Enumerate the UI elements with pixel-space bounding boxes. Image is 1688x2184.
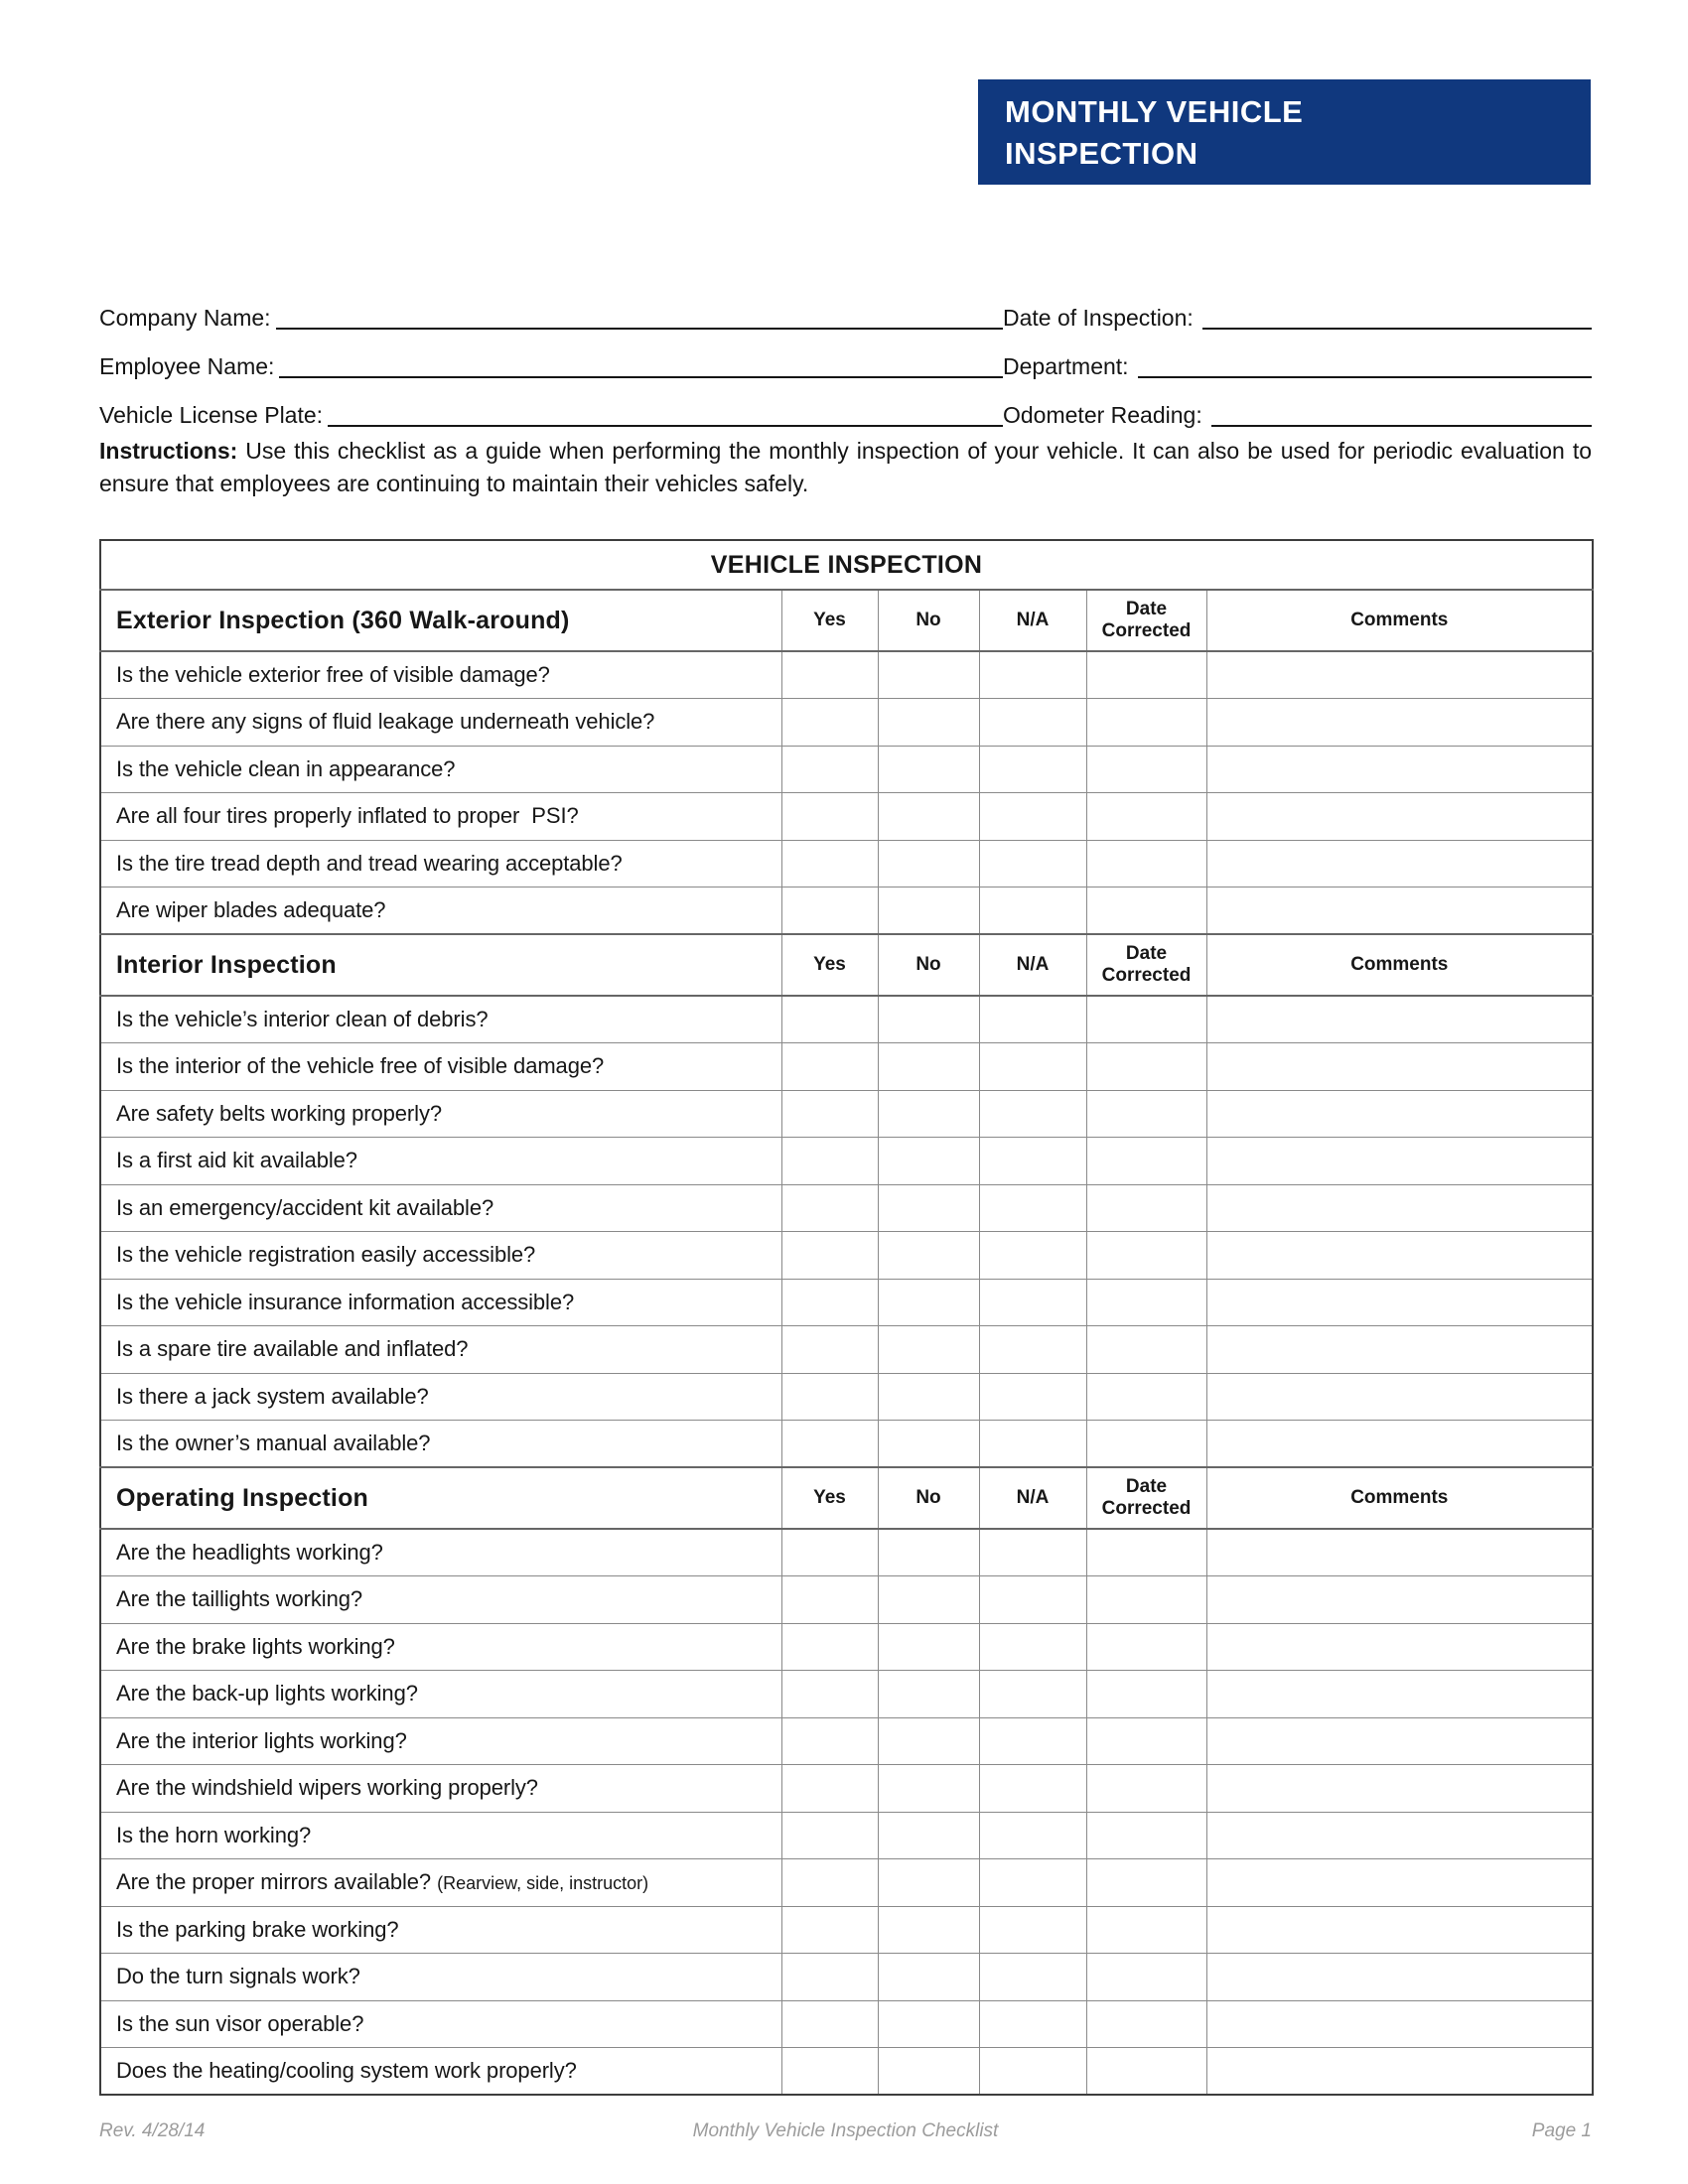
footer-page-number: Page 1 <box>1531 2120 1592 2141</box>
question-text <box>100 1859 781 1907</box>
no-cell[interactable] <box>878 1421 979 1468</box>
date-corrected-cell[interactable] <box>1086 1812 1206 1859</box>
employee-name-input-line[interactable] <box>279 370 1003 378</box>
no-cell[interactable] <box>878 1373 979 1421</box>
question-text: Is a first aid kit available? <box>100 1138 781 1185</box>
odometer-reading-label: Odometer Reading: <box>1003 401 1202 428</box>
vehicle-license-plate-field <box>99 378 1003 427</box>
no-cell[interactable] <box>878 1279 979 1326</box>
na-cell[interactable] <box>979 699 1086 747</box>
form-row <box>99 330 1592 378</box>
na-cell[interactable] <box>979 1671 1086 1718</box>
no-cell[interactable] <box>878 887 979 935</box>
comments-cell[interactable] <box>1206 996 1593 1043</box>
no-cell[interactable] <box>878 1576 979 1624</box>
date-of-inspection-input-line[interactable] <box>1202 322 1592 330</box>
na-cell[interactable] <box>979 1232 1086 1280</box>
company-name-field <box>99 281 1003 330</box>
na-cell[interactable] <box>979 1138 1086 1185</box>
yes-cell[interactable] <box>781 793 878 841</box>
no-cell[interactable] <box>878 1529 979 1576</box>
na-cell[interactable] <box>979 1954 1086 2001</box>
company-name-label: Company Name: <box>99 304 271 331</box>
date-corrected-cell[interactable] <box>1086 1859 1206 1907</box>
comments-cell[interactable] <box>1206 1138 1593 1185</box>
comments-cell[interactable] <box>1206 1623 1593 1671</box>
date-corrected-cell[interactable] <box>1086 1576 1206 1624</box>
no-cell[interactable] <box>878 1184 979 1232</box>
na-cell[interactable] <box>979 1279 1086 1326</box>
question-note: (Rearview, side, instructor) <box>437 1873 649 1894</box>
na-cell[interactable] <box>979 1812 1086 1859</box>
question-text: Does the heating/cooling system work properly? <box>100 2048 781 2096</box>
no-cell[interactable] <box>878 1906 979 1954</box>
yes-cell[interactable] <box>781 1184 878 1232</box>
question-row <box>100 1043 1593 1091</box>
question-row <box>100 699 1593 747</box>
date-corrected-cell[interactable] <box>1086 1232 1206 1280</box>
odometer-reading-input-line[interactable] <box>1211 419 1592 427</box>
question-text: Is the owner’s manual available? <box>100 1421 781 1468</box>
yes-cell[interactable] <box>781 1043 878 1091</box>
na-cell[interactable] <box>979 1373 1086 1421</box>
comments-cell[interactable] <box>1206 1859 1593 1907</box>
na-cell[interactable] <box>979 840 1086 887</box>
question-text: Is the interior of the vehicle free of visible damage? <box>100 1043 781 1091</box>
comments-cell[interactable] <box>1206 699 1593 747</box>
date-corrected-cell[interactable] <box>1086 1717 1206 1765</box>
yes-cell[interactable] <box>781 651 878 699</box>
column-header-comments: Comments <box>1206 934 1593 996</box>
no-cell[interactable] <box>878 1623 979 1671</box>
no-cell[interactable] <box>878 1232 979 1280</box>
question-row <box>100 746 1593 793</box>
banner-title-line-1: MONTHLY VEHICLE <box>1005 94 1304 129</box>
question-text: Is the sun visor operable? <box>100 2000 781 2048</box>
comments-cell[interactable] <box>1206 1671 1593 1718</box>
section-header-row <box>100 1467 1593 1529</box>
instructions-paragraph <box>99 435 1592 500</box>
question-main-text: Are the proper mirrors available? <box>116 1869 432 1895</box>
no-cell[interactable] <box>878 1954 979 2001</box>
employee-name-label: Employee Name: <box>99 352 275 379</box>
na-cell[interactable] <box>979 887 1086 935</box>
na-cell[interactable] <box>979 746 1086 793</box>
column-header-yes: Yes <box>781 934 878 996</box>
no-cell[interactable] <box>878 746 979 793</box>
question-row <box>100 1906 1593 1954</box>
question-row <box>100 793 1593 841</box>
department-label: Department: <box>1003 352 1129 379</box>
date-corrected-cell[interactable] <box>1086 699 1206 747</box>
date-corrected-cell[interactable] <box>1086 1090 1206 1138</box>
question-row <box>100 651 1593 699</box>
comments-cell[interactable] <box>1206 1421 1593 1468</box>
na-cell[interactable] <box>979 2000 1086 2048</box>
question-row <box>100 1765 1593 1813</box>
question-text: Is the vehicle’s interior clean of debris? <box>100 996 781 1043</box>
question-row <box>100 2000 1593 2048</box>
column-header-date-corrected: Date Corrected <box>1086 934 1206 996</box>
question-text: Are all four tires properly inflated to proper PSI? <box>100 793 781 841</box>
question-row <box>100 1812 1593 1859</box>
comments-cell[interactable] <box>1206 1812 1593 1859</box>
yes-cell[interactable] <box>781 1576 878 1624</box>
column-header-comments: Comments <box>1206 1467 1593 1529</box>
na-cell[interactable] <box>979 1623 1086 1671</box>
no-cell[interactable] <box>878 1812 979 1859</box>
question-text: Is the parking brake working? <box>100 1906 781 1954</box>
question-row <box>100 1373 1593 1421</box>
yes-cell[interactable] <box>781 1812 878 1859</box>
na-cell[interactable] <box>979 1421 1086 1468</box>
na-cell[interactable] <box>979 1717 1086 1765</box>
date-corrected-cell[interactable] <box>1086 996 1206 1043</box>
yes-cell[interactable] <box>781 699 878 747</box>
na-cell[interactable] <box>979 1529 1086 1576</box>
table-title-row <box>100 540 1593 590</box>
question-text: Are the back-up lights working? <box>100 1671 781 1718</box>
no-cell[interactable] <box>878 1671 979 1718</box>
no-cell[interactable] <box>878 1859 979 1907</box>
no-cell[interactable] <box>878 1090 979 1138</box>
question-row <box>100 1623 1593 1671</box>
question-text: Are the headlights working? <box>100 1529 781 1576</box>
column-header-no: No <box>878 590 979 651</box>
no-cell[interactable] <box>878 1138 979 1185</box>
na-cell[interactable] <box>979 1906 1086 1954</box>
comments-cell[interactable] <box>1206 1765 1593 1813</box>
question-row <box>100 1279 1593 1326</box>
question-text: Is the vehicle insurance information accessible? <box>100 1279 781 1326</box>
yes-cell[interactable] <box>781 1859 878 1907</box>
na-cell[interactable] <box>979 1326 1086 1374</box>
date-corrected-cell[interactable] <box>1086 1529 1206 1576</box>
section-title: Operating Inspection <box>100 1467 781 1529</box>
date-of-inspection-field <box>1003 281 1592 330</box>
yes-cell[interactable] <box>781 840 878 887</box>
yes-cell[interactable] <box>781 1279 878 1326</box>
yes-cell[interactable] <box>781 1906 878 1954</box>
date-corrected-cell[interactable] <box>1086 1765 1206 1813</box>
section-title: Exterior Inspection (360 Walk-around) <box>100 590 781 651</box>
banner-title-line-2: INSPECTION <box>1005 136 1198 171</box>
question-row <box>100 1090 1593 1138</box>
yes-cell[interactable] <box>781 1529 878 1576</box>
na-cell[interactable] <box>979 1859 1086 1907</box>
date-corrected-cell[interactable] <box>1086 1373 1206 1421</box>
yes-cell[interactable] <box>781 1326 878 1374</box>
no-cell[interactable] <box>878 2048 979 2096</box>
no-cell[interactable] <box>878 996 979 1043</box>
date-corrected-cell[interactable] <box>1086 1671 1206 1718</box>
comments-cell[interactable] <box>1206 746 1593 793</box>
date-corrected-cell[interactable] <box>1086 1421 1206 1468</box>
comments-cell[interactable] <box>1206 1529 1593 1576</box>
comments-cell[interactable] <box>1206 1279 1593 1326</box>
date-corrected-cell[interactable] <box>1086 1906 1206 1954</box>
yes-cell[interactable] <box>781 1717 878 1765</box>
yes-cell[interactable] <box>781 1421 878 1468</box>
comments-cell[interactable] <box>1206 1090 1593 1138</box>
question-text: Is an emergency/accident kit available? <box>100 1184 781 1232</box>
date-corrected-cell[interactable] <box>1086 1954 1206 2001</box>
section-header-row <box>100 590 1593 651</box>
question-text: Do the turn signals work? <box>100 1954 781 2001</box>
na-cell[interactable] <box>979 996 1086 1043</box>
yes-cell[interactable] <box>781 1232 878 1280</box>
yes-cell[interactable] <box>781 2000 878 2048</box>
date-corrected-cell[interactable] <box>1086 793 1206 841</box>
footer-document-title: Monthly Vehicle Inspection Checklist <box>692 2120 999 2141</box>
table-title: VEHICLE INSPECTION <box>100 540 1593 590</box>
comments-cell[interactable] <box>1206 1717 1593 1765</box>
comments-cell[interactable] <box>1206 651 1593 699</box>
footer-revision: Rev. 4/28/14 <box>99 2120 206 2141</box>
comments-cell[interactable] <box>1206 840 1593 887</box>
inspection-table-body <box>100 540 1593 2095</box>
no-cell[interactable] <box>878 1043 979 1091</box>
question-row <box>100 1954 1593 2001</box>
comments-cell[interactable] <box>1206 2048 1593 2096</box>
no-cell[interactable] <box>878 1326 979 1374</box>
no-cell[interactable] <box>878 793 979 841</box>
yes-cell[interactable] <box>781 887 878 935</box>
question-row <box>100 1529 1593 1576</box>
column-header-yes: Yes <box>781 1467 878 1529</box>
question-row <box>100 2048 1593 2096</box>
inspection-table <box>99 539 1594 2096</box>
column-header-n-a: N/A <box>979 1467 1086 1529</box>
column-header-n-a: N/A <box>979 590 1086 651</box>
date-corrected-cell[interactable] <box>1086 2048 1206 2096</box>
comments-cell[interactable] <box>1206 1954 1593 2001</box>
no-cell[interactable] <box>878 699 979 747</box>
department-field <box>1003 330 1592 378</box>
instructions-text: Use this checklist as a guide when performing the monthly inspection of your vehicle. It can also be used for periodic evaluation to ensure that employees are continuing to maintain their vehicles safely. <box>99 438 1592 496</box>
comments-cell[interactable] <box>1206 1184 1593 1232</box>
question-row <box>100 1421 1593 1468</box>
form-row <box>99 281 1592 330</box>
na-cell[interactable] <box>979 793 1086 841</box>
page-footer <box>99 2120 1592 2142</box>
comments-cell[interactable] <box>1206 1906 1593 1954</box>
no-cell[interactable] <box>878 1717 979 1765</box>
na-cell[interactable] <box>979 2048 1086 2096</box>
question-text: Is the tire tread depth and tread wearing acceptable? <box>100 840 781 887</box>
comments-cell[interactable] <box>1206 1373 1593 1421</box>
question-text: Are the windshield wipers working properly? <box>100 1765 781 1813</box>
na-cell[interactable] <box>979 1765 1086 1813</box>
question-row <box>100 1671 1593 1718</box>
question-row <box>100 840 1593 887</box>
yes-cell[interactable] <box>781 1671 878 1718</box>
question-text: Are safety belts working properly? <box>100 1090 781 1138</box>
question-text: Are wiper blades adequate? <box>100 887 781 935</box>
no-cell[interactable] <box>878 2000 979 2048</box>
question-row <box>100 1232 1593 1280</box>
column-header-no: No <box>878 1467 979 1529</box>
title-banner <box>978 79 1591 185</box>
yes-cell[interactable] <box>781 1765 878 1813</box>
comments-cell[interactable] <box>1206 793 1593 841</box>
question-row <box>100 996 1593 1043</box>
question-text: Are there any signs of fluid leakage underneath vehicle? <box>100 699 781 747</box>
na-cell[interactable] <box>979 1184 1086 1232</box>
comments-cell[interactable] <box>1206 1232 1593 1280</box>
yes-cell[interactable] <box>781 1954 878 2001</box>
odometer-reading-field <box>1003 378 1592 427</box>
comments-cell[interactable] <box>1206 1576 1593 1624</box>
no-cell[interactable] <box>878 840 979 887</box>
yes-cell[interactable] <box>781 746 878 793</box>
question-text: Is the vehicle clean in appearance? <box>100 746 781 793</box>
yes-cell[interactable] <box>781 1623 878 1671</box>
question-text: Are the interior lights working? <box>100 1717 781 1765</box>
yes-cell[interactable] <box>781 1138 878 1185</box>
yes-cell[interactable] <box>781 1090 878 1138</box>
date-corrected-cell[interactable] <box>1086 2000 1206 2048</box>
question-text: Is there a jack system available? <box>100 1373 781 1421</box>
question-text: Is the horn working? <box>100 1812 781 1859</box>
vehicle-license-plate-input-line[interactable] <box>328 419 1003 427</box>
comments-cell[interactable] <box>1206 887 1593 935</box>
date-corrected-cell[interactable] <box>1086 1623 1206 1671</box>
date-corrected-cell[interactable] <box>1086 1279 1206 1326</box>
column-header-date-corrected: Date Corrected <box>1086 1467 1206 1529</box>
column-header-no: No <box>878 934 979 996</box>
no-cell[interactable] <box>878 651 979 699</box>
question-row <box>100 1326 1593 1374</box>
na-cell[interactable] <box>979 1043 1086 1091</box>
date-corrected-cell[interactable] <box>1086 1184 1206 1232</box>
question-text: Is the vehicle exterior free of visible damage? <box>100 651 781 699</box>
comments-cell[interactable] <box>1206 2000 1593 2048</box>
question-row <box>100 1138 1593 1185</box>
instructions-label: Instructions: <box>99 438 238 464</box>
date-corrected-cell[interactable] <box>1086 840 1206 887</box>
vehicle-license-plate-label: Vehicle License Plate: <box>99 401 324 428</box>
na-cell[interactable] <box>979 651 1086 699</box>
section-header-row <box>100 934 1593 996</box>
section-title: Interior Inspection <box>100 934 781 996</box>
date-corrected-cell[interactable] <box>1086 746 1206 793</box>
question-row <box>100 1184 1593 1232</box>
yes-cell[interactable] <box>781 2048 878 2096</box>
no-cell[interactable] <box>878 1765 979 1813</box>
question-row <box>100 1859 1593 1907</box>
column-header-n-a: N/A <box>979 934 1086 996</box>
question-text: Is a spare tire available and inflated? <box>100 1326 781 1374</box>
column-header-date-corrected: Date Corrected <box>1086 590 1206 651</box>
department-input-line[interactable] <box>1138 370 1592 378</box>
question-text: Is the vehicle registration easily accessible? <box>100 1232 781 1280</box>
na-cell[interactable] <box>979 1090 1086 1138</box>
na-cell[interactable] <box>979 1576 1086 1624</box>
column-header-yes: Yes <box>781 590 878 651</box>
company-name-input-line[interactable] <box>276 322 1003 330</box>
form-fields <box>99 281 1592 427</box>
date-corrected-cell[interactable] <box>1086 1043 1206 1091</box>
date-corrected-cell[interactable] <box>1086 1326 1206 1374</box>
question-text: Are the brake lights working? <box>100 1623 781 1671</box>
comments-cell[interactable] <box>1206 1326 1593 1374</box>
question-row <box>100 1576 1593 1624</box>
comments-cell[interactable] <box>1206 1043 1593 1091</box>
date-corrected-cell[interactable] <box>1086 1138 1206 1185</box>
question-row <box>100 887 1593 935</box>
column-header-comments: Comments <box>1206 590 1593 651</box>
yes-cell[interactable] <box>781 1373 878 1421</box>
date-corrected-cell[interactable] <box>1086 651 1206 699</box>
date-corrected-cell[interactable] <box>1086 887 1206 935</box>
form-row <box>99 378 1592 427</box>
question-row <box>100 1717 1593 1765</box>
yes-cell[interactable] <box>781 996 878 1043</box>
employee-name-field <box>99 330 1003 378</box>
date-of-inspection-label: Date of Inspection: <box>1003 304 1194 331</box>
question-text: Are the taillights working? <box>100 1576 781 1624</box>
